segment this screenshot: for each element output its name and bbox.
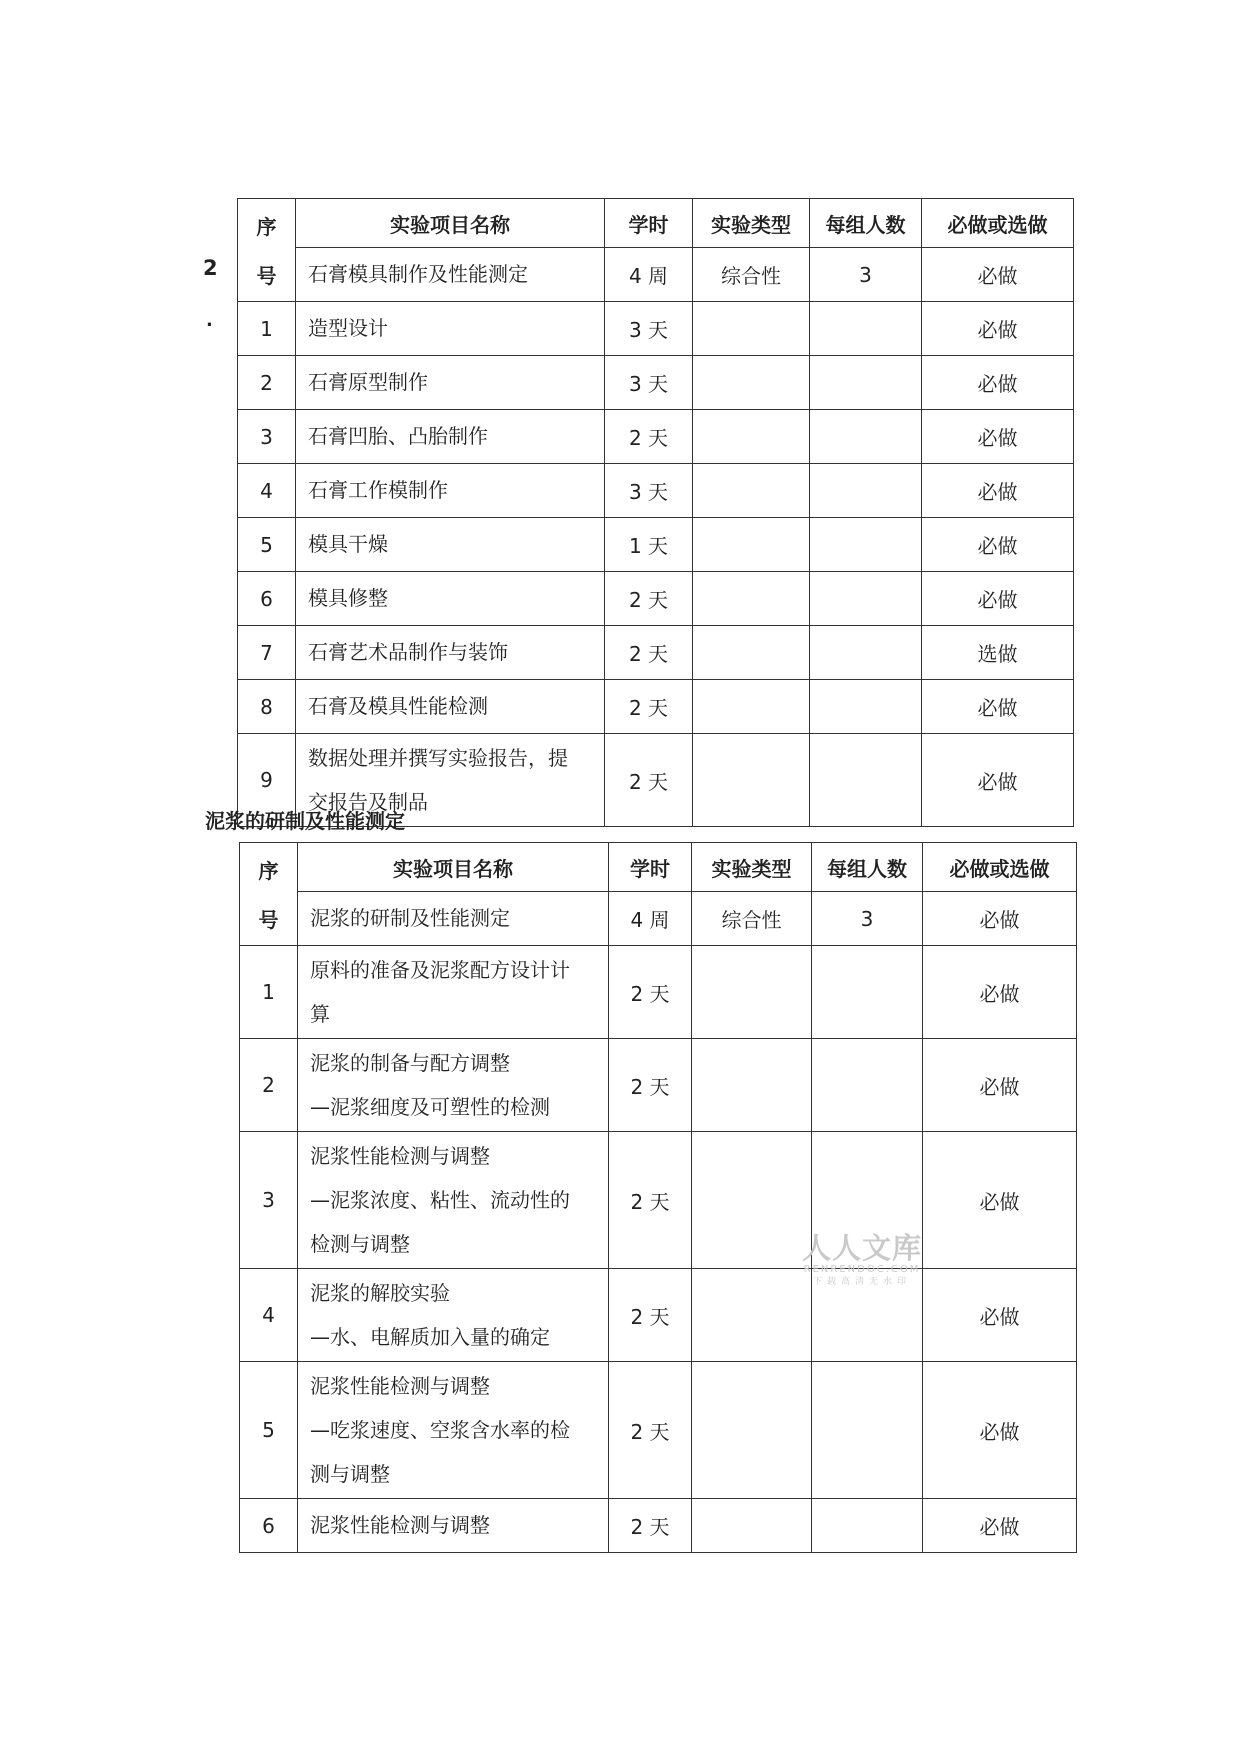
row-seq: 3 (240, 1132, 298, 1269)
row-name-line: 泥浆性能检测与调整 (310, 1374, 490, 1398)
row-type (693, 572, 810, 626)
table-row (238, 302, 1074, 356)
row-group (810, 572, 922, 626)
header-seq-bottom: 号 (238, 248, 296, 302)
row-required: 必做 (923, 1499, 1077, 1553)
row-seq: 8 (238, 680, 296, 734)
row-required: 必做 (922, 410, 1074, 464)
row-hours: 2 天 (609, 1039, 692, 1132)
header-name: 实验项目名称 (296, 199, 605, 248)
row-type (692, 1362, 812, 1499)
row-group (810, 680, 922, 734)
row-group (810, 356, 922, 410)
table-row (238, 626, 1074, 680)
table-row (240, 1362, 1077, 1499)
table-row (238, 572, 1074, 626)
row-seq: 2 (240, 1039, 298, 1132)
row-type (692, 1499, 812, 1553)
header-group: 每组人数 (810, 199, 922, 248)
row-name-line: —吃浆速度、空浆含水率的检 (310, 1418, 570, 1442)
row-hours: 2 天 (609, 1362, 692, 1499)
watermark-en: RENRENDOC.COM (803, 1264, 921, 1275)
row-hours: 3 天 (605, 356, 693, 410)
row-required: 必做 (922, 356, 1074, 410)
row-required: 必做 (923, 946, 1077, 1039)
summary-type: 综合性 (693, 248, 810, 302)
row-name: 泥浆性能检测与调整 (298, 1499, 609, 1553)
row-name (298, 1132, 609, 1269)
row-required: 必做 (922, 680, 1074, 734)
watermark-main: 人人文库 (802, 1231, 923, 1265)
row-hours: 3 天 (605, 464, 693, 518)
row-hours: 2 天 (605, 680, 693, 734)
header-group: 每组人数 (812, 843, 923, 892)
summary-group: 3 (810, 248, 922, 302)
summary-type: 综合性 (692, 892, 812, 946)
table-row (240, 1039, 1077, 1132)
watermark (802, 1232, 922, 1288)
row-required: 必做 (922, 518, 1074, 572)
row-hours: 2 天 (609, 946, 692, 1039)
row-seq: 3 (238, 410, 296, 464)
header-required: 必做或选做 (922, 199, 1074, 248)
summary-group: 3 (812, 892, 923, 946)
row-name-line: —泥浆浓度、粘性、流动性的 (310, 1188, 570, 1212)
table-row (240, 1499, 1077, 1553)
row-required: 必做 (922, 302, 1074, 356)
table-row (238, 410, 1074, 464)
row-type (693, 626, 810, 680)
row-seq: 6 (240, 1499, 298, 1553)
row-group (810, 464, 922, 518)
row-type (692, 1269, 812, 1362)
row-name (298, 1362, 609, 1499)
row-name: 石膏及模具性能检测 (296, 680, 605, 734)
row-required: 必做 (923, 1269, 1077, 1362)
row-name: 石膏凹胎、凸胎制作 (296, 410, 605, 464)
row-hours: 1 天 (605, 518, 693, 572)
row-name: 石膏工作模制作 (296, 464, 605, 518)
header-seq-bottom: 号 (240, 892, 298, 946)
row-name-line: 测与调整 (310, 1462, 390, 1486)
row-type (693, 518, 810, 572)
row-required: 必做 (922, 572, 1074, 626)
section-number-dot: . (206, 310, 213, 331)
row-type (693, 302, 810, 356)
row-group (810, 302, 922, 356)
row-type (692, 1132, 812, 1269)
row-seq: 5 (238, 518, 296, 572)
row-name-line: 检测与调整 (310, 1232, 410, 1256)
row-hours: 2 天 (605, 410, 693, 464)
summary-required: 必做 (923, 892, 1077, 946)
row-hours: 2 天 (605, 572, 693, 626)
slurry-table (239, 842, 1077, 1553)
row-group (810, 410, 922, 464)
table-row (238, 680, 1074, 734)
header-type: 实验类型 (692, 843, 812, 892)
row-required: 必做 (922, 734, 1074, 827)
summary-hours: 4 周 (609, 892, 692, 946)
gypsum-mold-table (237, 198, 1074, 827)
row-required: 选做 (922, 626, 1074, 680)
row-seq: 2 (238, 356, 296, 410)
row-required: 必做 (923, 1362, 1077, 1499)
row-hours: 2 天 (605, 626, 693, 680)
section-title: 泥浆的研制及性能测定 (205, 809, 405, 833)
header-required: 必做或选做 (923, 843, 1077, 892)
table-row (238, 356, 1074, 410)
row-name-line: 泥浆的解胶实验 (310, 1281, 450, 1305)
row-hours: 2 天 (605, 734, 693, 827)
row-group (812, 1362, 923, 1499)
row-group (810, 518, 922, 572)
row-name-line: 交报告及制品 (308, 790, 428, 814)
row-hours: 2 天 (609, 1499, 692, 1553)
row-name-line: 算 (310, 1002, 330, 1026)
row-seq: 4 (238, 464, 296, 518)
row-name-line: —泥浆细度及可塑性的检测 (310, 1095, 550, 1119)
row-name: 模具修整 (296, 572, 605, 626)
row-required: 必做 (923, 1039, 1077, 1132)
row-seq: 4 (240, 1269, 298, 1362)
row-name: 石膏原型制作 (296, 356, 605, 410)
row-hours: 2 天 (609, 1132, 692, 1269)
row-group (812, 1499, 923, 1553)
row-name-line: —水、电解质加入量的确定 (310, 1325, 550, 1349)
row-type (693, 410, 810, 464)
header-hours: 学时 (609, 843, 692, 892)
row-name (298, 946, 609, 1039)
header-hours: 学时 (605, 199, 693, 248)
row-name-line: 数据处理并撰写实验报告，提 (308, 746, 568, 770)
summary-hours: 4 周 (605, 248, 693, 302)
table-row (238, 518, 1074, 572)
row-name: 模具干燥 (296, 518, 605, 572)
row-name-line: 泥浆的制备与配方调整 (310, 1051, 510, 1075)
row-group (810, 626, 922, 680)
header-seq-top: 序 (238, 199, 296, 248)
summary-name: 石膏模具制作及性能测定 (296, 248, 605, 302)
row-seq: 7 (238, 626, 296, 680)
row-hours: 3 天 (605, 302, 693, 356)
row-type (693, 356, 810, 410)
row-name: 石膏艺术品制作与装饰 (296, 626, 605, 680)
table-row (240, 946, 1077, 1039)
row-name-line: 泥浆性能检测与调整 (310, 1144, 490, 1168)
row-seq: 6 (238, 572, 296, 626)
table-row (240, 1132, 1077, 1269)
row-type (692, 946, 812, 1039)
row-group (810, 734, 922, 827)
row-seq: 1 (238, 302, 296, 356)
row-group (812, 946, 923, 1039)
row-name (298, 1269, 609, 1362)
header-name: 实验项目名称 (298, 843, 609, 892)
header-type: 实验类型 (693, 199, 810, 248)
table-row (238, 464, 1074, 518)
row-seq: 5 (240, 1362, 298, 1499)
row-type (692, 1039, 812, 1132)
row-seq: 1 (240, 946, 298, 1039)
row-type (693, 464, 810, 518)
row-type (693, 734, 810, 827)
section-number: 2 (203, 256, 218, 280)
row-type (693, 680, 810, 734)
row-name (298, 1039, 609, 1132)
header-seq-top: 序 (240, 843, 298, 892)
row-required: 必做 (922, 464, 1074, 518)
row-name-line: 原料的准备及泥浆配方设计计 (310, 958, 570, 982)
row-hours: 2 天 (609, 1269, 692, 1362)
watermark-sub: 下载高清无水印 (813, 1277, 912, 1287)
table-row (240, 1269, 1077, 1362)
row-group (812, 1039, 923, 1132)
row-seq: 9 (238, 734, 296, 827)
row-required: 必做 (923, 1132, 1077, 1269)
row-name: 造型设计 (296, 302, 605, 356)
summary-required: 必做 (922, 248, 1074, 302)
summary-name: 泥浆的研制及性能测定 (298, 892, 609, 946)
